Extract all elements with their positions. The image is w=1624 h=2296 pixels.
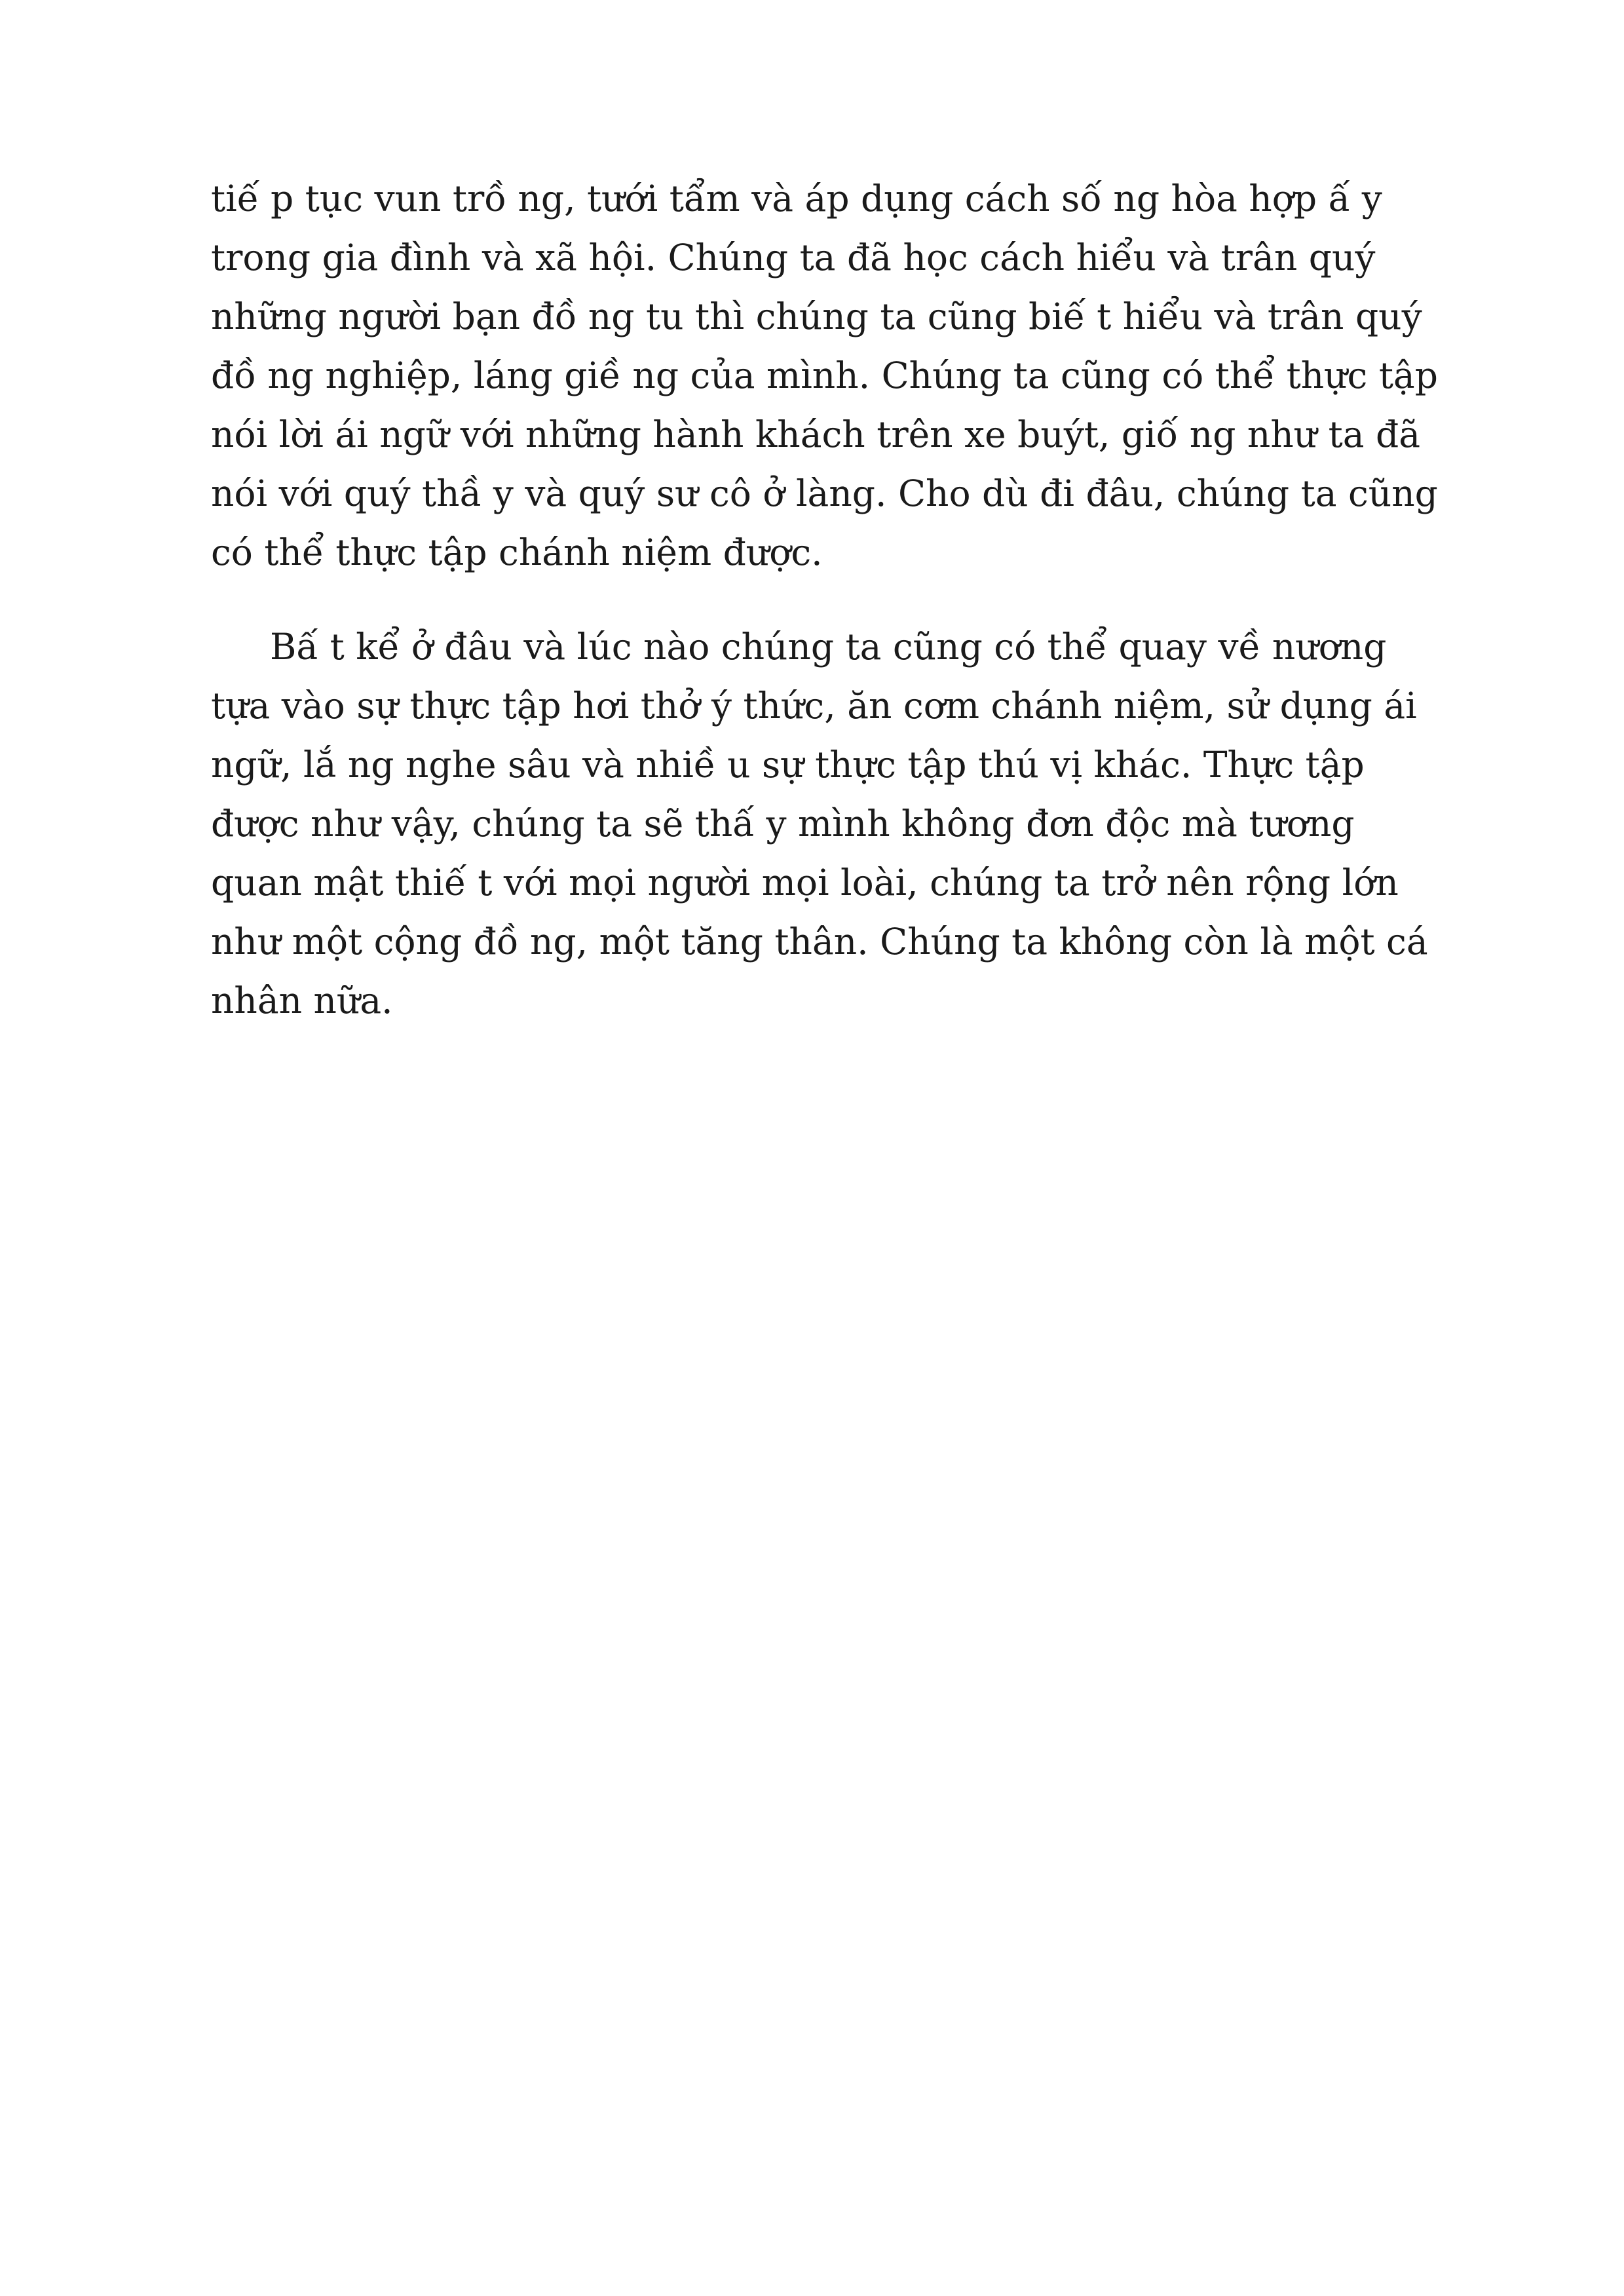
paragraph-1 [211,169,1438,582]
body-text [211,169,1438,1030]
text-line: những người bạn đồ ng tu thì chúng ta cũng biế t hiểu và trân quý [211,296,1422,337]
text-line: đồ ng nghiệp, láng giề ng của mình. Chúng ta cũng có thể thực tập [211,354,1438,396]
text-line: được như vậy, chúng ta sẽ thấ y mình không đơn độc mà tương [211,803,1355,845]
text-line: trong gia đình và xã hội. Chúng ta đã học cách hiểu và trân quý [211,237,1376,278]
text-line: có thể thực tập chánh niệm được. [211,531,823,573]
text-line: nhân nữa. [211,980,393,1022]
text-line: ngữ, lắ ng nghe sâu và nhiề u sự thực tập thú vị khác. Thực tập [211,744,1365,786]
text-line: như một cộng đồ ng, một tăng thân. Chúng ta không còn là một cá [211,921,1428,963]
text-line: nói với quý thầ y và quý sư cô ở làng. Cho dù đi đâu, chúng ta cũng [211,472,1438,514]
text-line: Bấ t kể ở đâu và lúc nào chúng ta cũng có thể quay về nương [270,626,1387,668]
text-line: nói lời ái ngữ với những hành khách trên xe buýt, giố ng như ta đã [211,413,1421,455]
paragraph-2 [211,617,1429,1030]
text-line: tiế p tục vun trồ ng, tưới tẩm và áp dụng cách số ng hòa hợp ấ y [211,178,1382,220]
text-line: quan mật thiế t với mọi người mọi loài, chúng ta trở nên rộng lớn [211,862,1399,904]
text-line: tựa vào sự thực tập hơi thở ý thức, ăn cơm chánh niệm, sử dụng ái [211,685,1417,727]
